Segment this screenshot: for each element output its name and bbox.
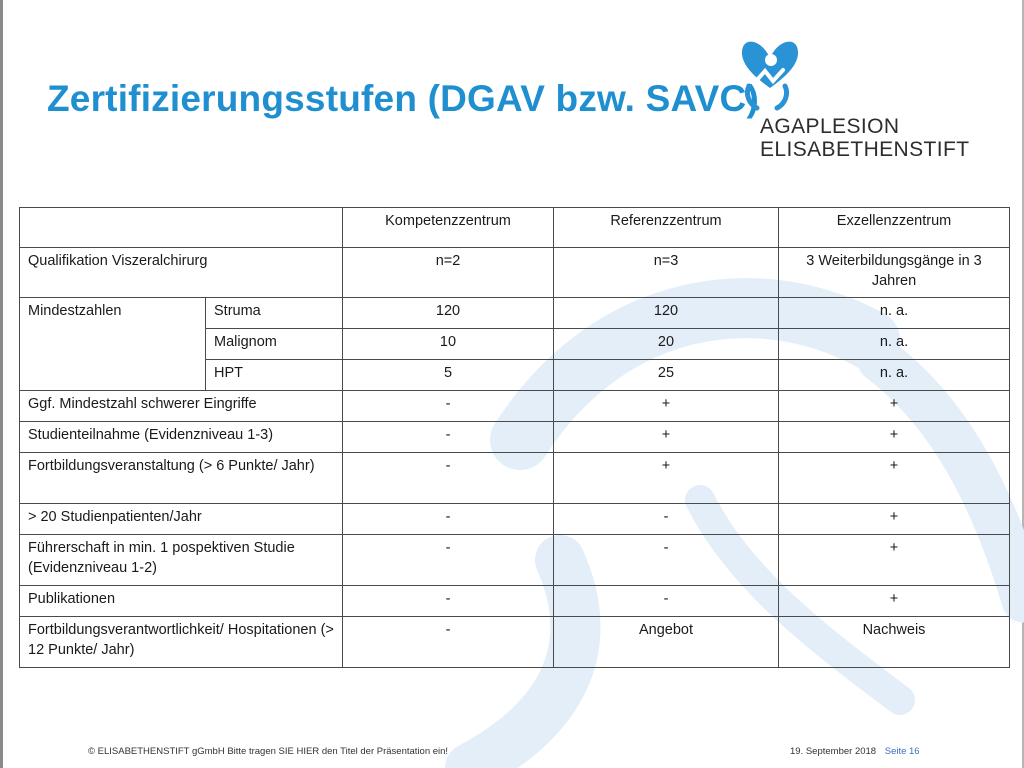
row-label: > 20 Studienpatienten/Jahr — [20, 504, 343, 535]
logo-line-1: AGAPLESION — [760, 115, 900, 138]
cell-kompetenz: - — [343, 617, 554, 668]
table-row — [20, 586, 1010, 617]
cell-kompetenz: 10 — [343, 329, 554, 360]
slide-title: Zertifizierungsstufen (DGAV bzw. SAVC) — [47, 78, 759, 119]
certification-table — [19, 207, 1010, 668]
cell-kompetenz: - — [343, 422, 554, 453]
cell-exzellenz: n. a. — [779, 360, 1010, 391]
cell-exzellenz: 3 Weiterbildungsgänge in 3 Jahren — [779, 248, 1010, 298]
cell-exzellenz: + — [779, 586, 1010, 617]
cell-referenz: 25 — [554, 360, 779, 391]
cell-exzellenz: + — [779, 422, 1010, 453]
header-exzellenzzentrum: Exzellenzzentrum — [779, 208, 1010, 248]
cell-exzellenz: + — [779, 504, 1010, 535]
cell-kompetenz: 120 — [343, 298, 554, 329]
row-label: Fortbildungsverantwortlichkeit/ Hospitationen (> 12 Punkte/ Jahr) — [20, 617, 343, 668]
cell-kompetenz: - — [343, 453, 554, 504]
row-sublabel: Malignom — [206, 329, 343, 360]
cell-kompetenz: - — [343, 535, 554, 586]
cell-exzellenz: + — [779, 535, 1010, 586]
cell-exzellenz: + — [779, 453, 1010, 504]
footer-copyright: © ELISABETHENSTIFT gGmbH Bitte tragen SIE HIER den Titel der Präsentation ein! — [88, 746, 449, 757]
agaplesion-logo — [735, 28, 970, 168]
cell-referenz: + — [554, 422, 779, 453]
table-row — [20, 453, 1010, 504]
cell-referenz: - — [554, 504, 779, 535]
logo-line-2: ELISABETHENSTIFT — [760, 138, 970, 161]
cell-referenz: 120 — [554, 298, 779, 329]
footer-date: 19. September 2018 — [790, 746, 877, 757]
cell-exzellenz: n. a. — [779, 329, 1010, 360]
cell-referenz: 20 — [554, 329, 779, 360]
cell-referenz: + — [554, 453, 779, 504]
row-sublabel: Struma — [206, 298, 343, 329]
cell-exzellenz: Nachweis — [779, 617, 1010, 668]
table-header-row — [20, 208, 1010, 248]
table-row — [20, 391, 1010, 422]
cell-kompetenz: - — [343, 586, 554, 617]
slide-left-border — [0, 0, 3, 768]
row-sublabel: HPT — [206, 360, 343, 391]
row-label: Fortbildungsveranstaltung (> 6 Punkte/ Jahr) — [20, 453, 343, 504]
row-label: Qualifikation Viszeralchirurg — [20, 248, 343, 298]
cell-exzellenz: + — [779, 391, 1010, 422]
cell-kompetenz: - — [343, 504, 554, 535]
cell-referenz: - — [554, 586, 779, 617]
row-label: Führerschaft in min. 1 pospektiven Studie (Evidenzniveau 1-2) — [20, 535, 343, 586]
cell-referenz: n=3 — [554, 248, 779, 298]
cell-referenz: + — [554, 391, 779, 422]
table-row — [20, 617, 1010, 668]
header-kompetenzzentrum: Kompetenzzentrum — [343, 208, 554, 248]
cell-kompetenz: 5 — [343, 360, 554, 391]
logo-heart-icon — [735, 28, 805, 113]
table-row — [20, 422, 1010, 453]
footer-page-number: Seite 16 — [884, 746, 920, 757]
footer-info — [790, 746, 920, 757]
header-cell-empty — [20, 208, 343, 248]
table-row — [20, 504, 1010, 535]
header-referenzzentrum: Referenzzentrum — [554, 208, 779, 248]
cell-referenz: Angebot — [554, 617, 779, 668]
cell-kompetenz: n=2 — [343, 248, 554, 298]
row-label: Ggf. Mindestzahl schwerer Eingriffe — [20, 391, 343, 422]
table-row — [20, 298, 1010, 329]
row-label: Studienteilnahme (Evidenzniveau 1-3) — [20, 422, 343, 453]
cell-kompetenz: - — [343, 391, 554, 422]
cell-exzellenz: n. a. — [779, 298, 1010, 329]
table-row — [20, 248, 1010, 298]
row-label-mindestzahlen: Mindestzahlen — [20, 298, 206, 391]
row-label: Publikationen — [20, 586, 343, 617]
table-row — [20, 535, 1010, 586]
cell-referenz: - — [554, 535, 779, 586]
